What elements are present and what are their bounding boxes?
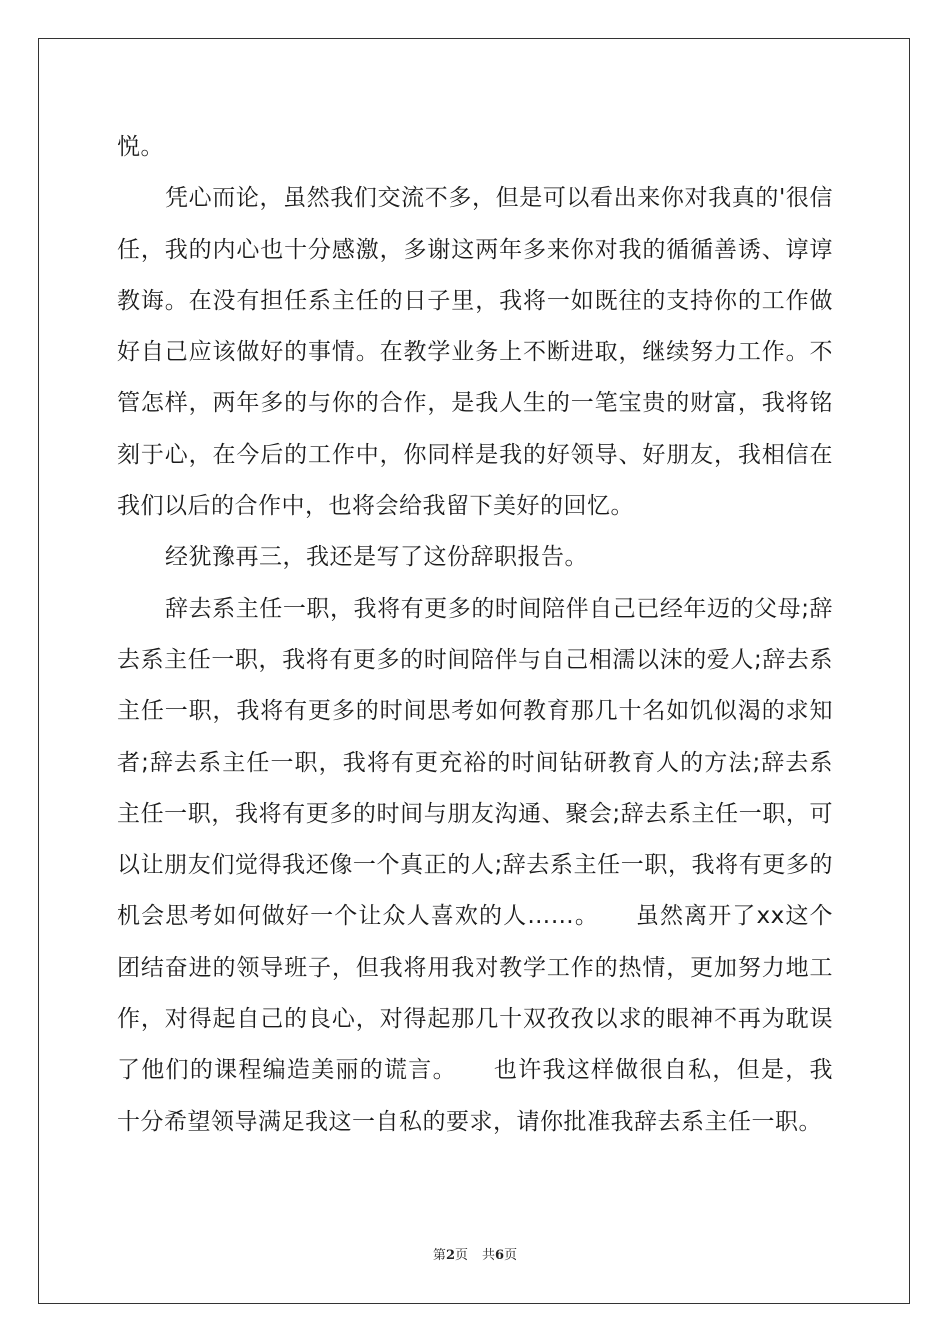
paragraph-2: 凭心而论，虽然我们交流不多，但是可以看出来你对我真的'很信任，我的内心也十分感激，多谢这两年多来你对我的循循善诱、谆谆教诲。在没有担任系主任的日子里，我将一如既往的支持你的工作做好自己应该做好的事情。在教学业务上不断进取，继续努力工作。不管怎样，两年多的与你的合作，是我人生的一笔宝贵的财富，我将铭刻于心，在今后的工作中，你同样是我的好领导、好朋友，我相信在我们以后的合作中，也将会给我留下美好的回忆。 (117, 185, 833, 520)
page-suffix: 页 (454, 1248, 468, 1263)
total-prefix: 共 (482, 1248, 496, 1263)
page-footer (0, 1244, 950, 1263)
page-prefix: 第 (432, 1248, 446, 1263)
paragraph-3: 经犹豫再三，我还是写了这份辞职报告。 (165, 544, 588, 571)
total-pages-number: 6 (495, 1248, 505, 1263)
paragraph-1: 悦。 (117, 134, 164, 160)
document-body (117, 122, 833, 1148)
paragraph-4: 辞去系主任一职，我将有更多的时间陪伴自己已经年迈的父母;辞去系主任一职，我将有更多的时间陪伴与自己相濡以沫的爱人;辞去系主任一职，我将有更多的时间思考如何教育那几十名如饥似渴的求知者;辞去系主任一职，我将有更充裕的时间钻研教育人的方法;辞去系主任一职，我将有更多的时间与朋友沟通、聚会;辞去系主任一职，可以让朋友们觉得我还像一个真正的人;辞去系主任一职，我将有更多的机会思考如何做好一个让众人喜欢的人……。 虽然离开了xx这个团结奋进的领导班子，但我将用我对教学工作的热情，更加努力地工作，对得起自己的良心，对得起那几十双孜孜以求的眼神不再为耽误了他们的课程编造美丽的谎言。 也许我这样做很自私，但是，我十分希望领导满足我这一自私的要求，请你批准我辞去系主任一职。 (117, 595, 833, 1135)
current-page-number: 2 (445, 1248, 455, 1263)
total-suffix: 页 (504, 1248, 518, 1263)
